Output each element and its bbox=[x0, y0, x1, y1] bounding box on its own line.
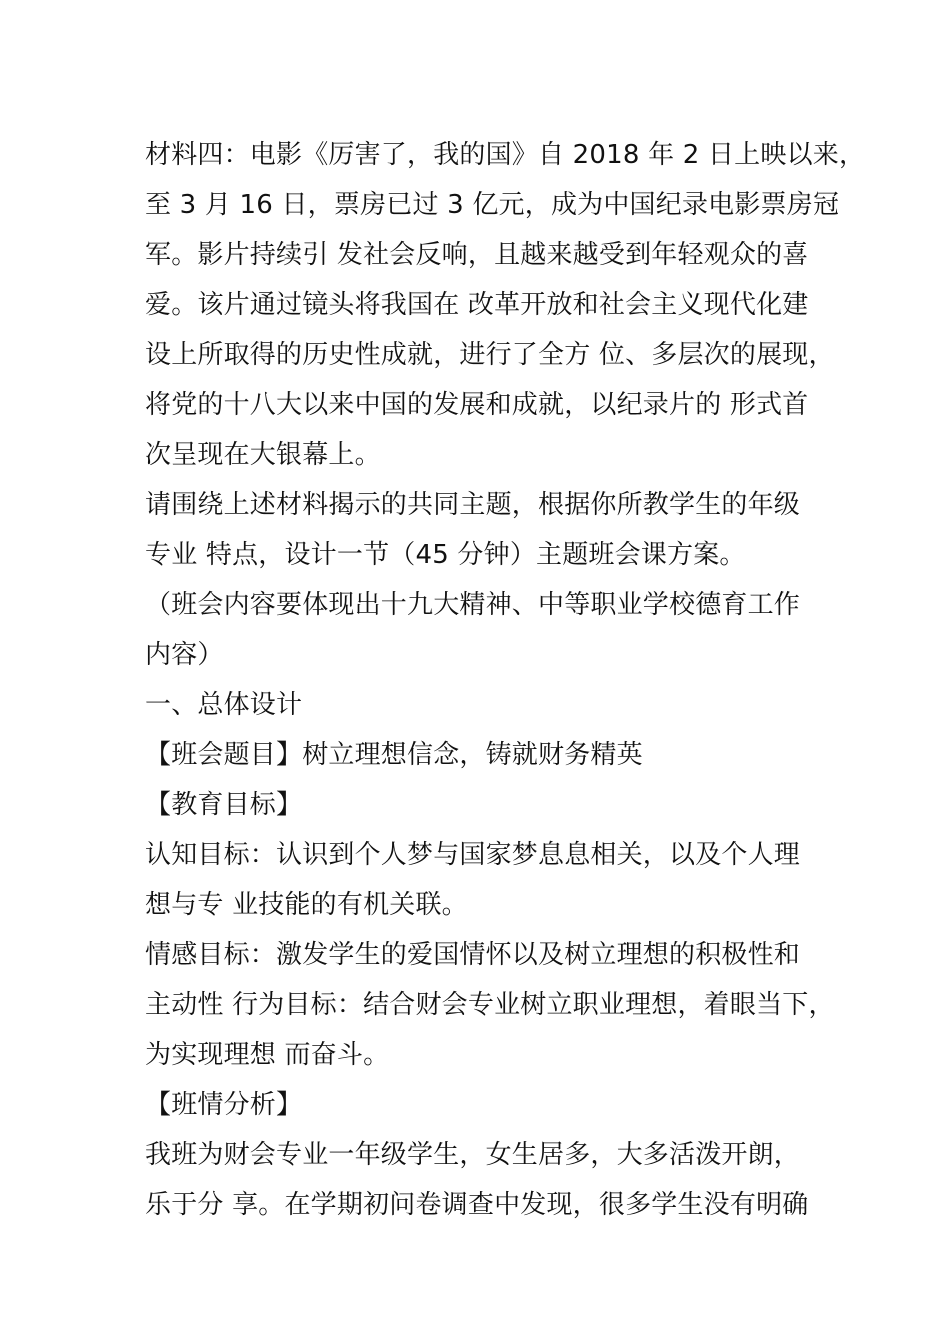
class-analysis-heading: 【班情分析】 bbox=[145, 1090, 303, 1120]
class-analysis-line-2: 乐于分 享。在学期初问卷调查中发现，很多学生没有明确 bbox=[145, 1190, 809, 1220]
task-note-line-2: 内容） bbox=[145, 640, 224, 670]
material-four-line-1: 材料四：电影《厉害了，我的国》自 2018 年 2 日上映以来， bbox=[145, 140, 866, 170]
section-heading-overall-design: 一、总体设计 bbox=[145, 690, 303, 720]
material-four-line-6: 将党的十八大以来中国的发展和成就，以纪录片的 形式首 bbox=[145, 390, 809, 420]
task-note-line-1: （班会内容要体现出十九大精神、中等职业学校德育工作 bbox=[145, 590, 801, 620]
task-instruction-line-1: 请围绕上述材料揭示的共同主题，根据你所教学生的年级 bbox=[145, 490, 801, 520]
behavior-goal-line: 为实现理想 而奋斗。 bbox=[145, 1040, 390, 1070]
material-four-line-7: 次呈现在大银幕上。 bbox=[145, 440, 381, 470]
material-four-line-2: 至 3 月 16 日，票房已过 3 亿元，成为中国纪录电影票房冠 bbox=[145, 190, 840, 220]
emotional-goal-line-1: 情感目标：激发学生的爱国情怀以及树立理想的积极性和 bbox=[145, 940, 801, 970]
class-analysis-line-1: 我班为财会专业一年级学生，女生居多，大多活泼开朗， bbox=[145, 1140, 801, 1170]
material-four-line-3: 军。影片持续引 发社会反响，且越来越受到年轻观众的喜 bbox=[145, 240, 809, 270]
material-four-line-5: 设上所取得的历史性成就，进行了全方 位、多层次的展现， bbox=[145, 340, 835, 370]
task-instruction-line-2: 专业 特点，设计一节（45 分钟）主题班会课方案。 bbox=[145, 540, 746, 570]
class-meeting-title: 【班会题目】树立理想信念，铸就财务精英 bbox=[145, 740, 643, 770]
document-body bbox=[145, 130, 866, 1230]
cognitive-goal-line-2: 想与专 业技能的有机关联。 bbox=[145, 890, 468, 920]
emotional-goal-line-2: 主动性 行为目标：结合财会专业树立职业理想，着眼当下， bbox=[145, 990, 835, 1020]
education-goals-heading: 【教育目标】 bbox=[145, 790, 303, 820]
material-four-line-4: 爱。该片通过镜头将我国在 改革开放和社会主义现代化建 bbox=[145, 290, 809, 320]
cognitive-goal-line-1: 认知目标：认识到个人梦与国家梦息息相关，以及个人理 bbox=[145, 840, 801, 870]
